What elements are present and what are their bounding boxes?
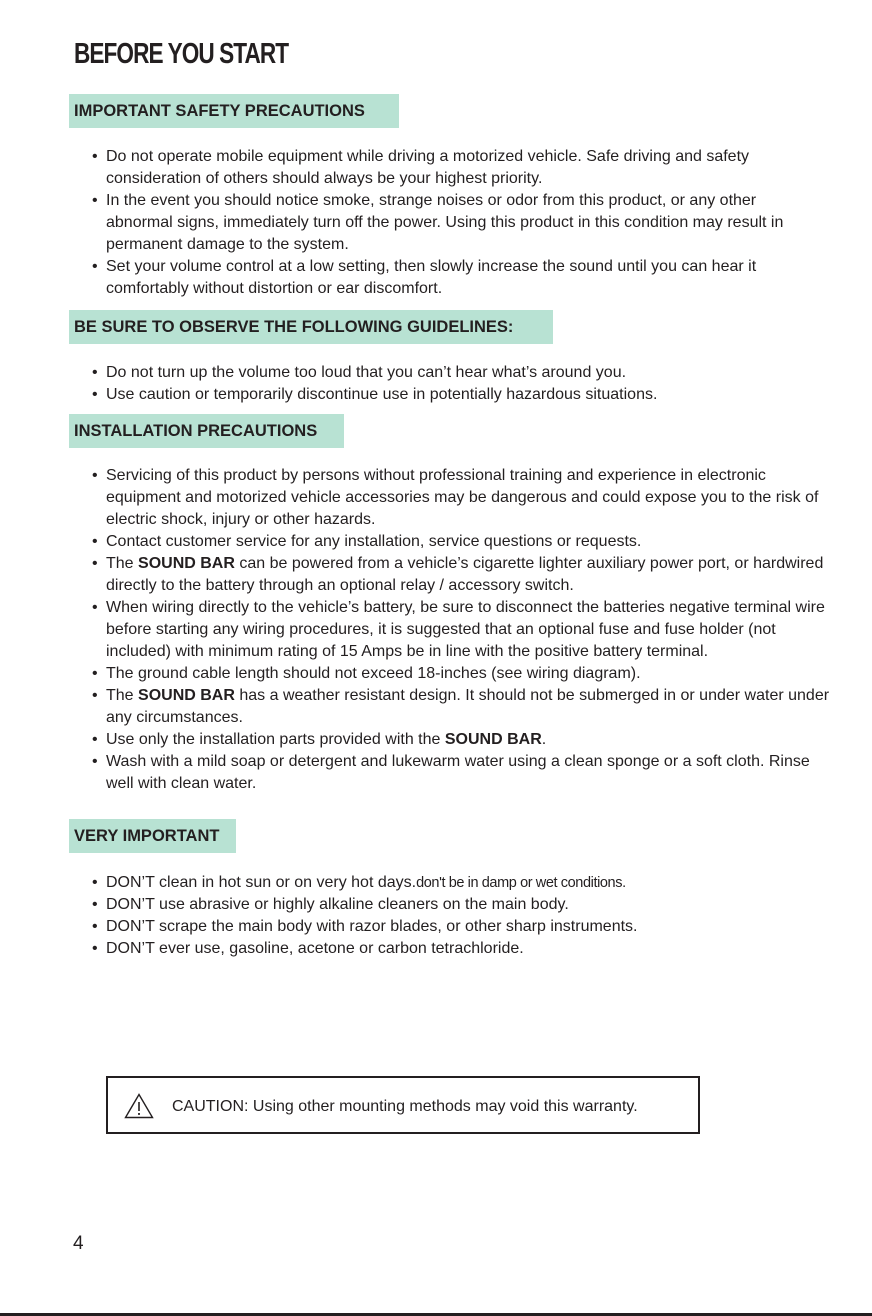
section-header-safety-precautions: IMPORTANT SAFETY PRECAUTIONS bbox=[69, 94, 399, 128]
list-item: • Servicing of this product by persons without professional training and experience in electronic equipment and motorized vehicle accessories may be dangerous and could expose you to the risk of electric shock, injury or other hazards. bbox=[90, 465, 830, 531]
product-name: SOUND BAR bbox=[444, 731, 542, 748]
list-item: • Do not turn up the volume too loud that you can’t hear what’s around you. bbox=[90, 362, 790, 384]
list-item: • Use caution or temporarily discontinue use in potentially hazardous situations. bbox=[90, 384, 790, 406]
list-item bbox=[90, 685, 830, 729]
guidelines-list bbox=[90, 362, 790, 406]
list-item: • Wash with a mild soap or detergent and lukewarm water using a clean sponge or a soft cloth. Rinse well with clean water. bbox=[90, 751, 830, 795]
safety-precautions-list bbox=[90, 146, 790, 300]
list-item bbox=[90, 553, 830, 597]
text-segment: DON’T clean in hot sun or on very hot days. bbox=[106, 874, 417, 891]
list-item bbox=[90, 729, 830, 751]
list-item: • DON’T use abrasive or highly alkaline cleaners on the main body. bbox=[90, 894, 790, 916]
list-item: • Set your volume control at a low setting, then slowly increase the sound until you can hear it comfortably without distortion or ear discomfort. bbox=[90, 256, 790, 300]
very-important-list bbox=[90, 872, 790, 960]
text-segment: The bbox=[106, 555, 139, 572]
section-header-guidelines: BE SURE TO OBSERVE THE FOLLOWING GUIDELINES: bbox=[69, 310, 553, 344]
section-header-installation-precautions: INSTALLATION PRECAUTIONS bbox=[69, 414, 344, 448]
section-header-very-important: VERY IMPORTANT bbox=[69, 819, 236, 853]
text-segment: has a weather resistant design. It should not be submerged in or under water under any circumstances. bbox=[106, 687, 830, 726]
warning-triangle-icon bbox=[124, 1093, 154, 1119]
caution-box bbox=[106, 1076, 700, 1134]
list-item: • Do not operate mobile equipment while driving a motorized vehicle. Safe driving and safety consideration of others should always be your highest priority. bbox=[90, 146, 790, 190]
installation-precautions-list bbox=[90, 465, 830, 795]
text-segment: . bbox=[541, 731, 547, 748]
list-item bbox=[90, 872, 790, 894]
page-number: 4 bbox=[73, 1233, 84, 1254]
list-item: • DON’T scrape the main body with razor blades, or other sharp instruments. bbox=[90, 916, 790, 938]
text-segment: can be powered from a vehicle’s cigarette lighter auxiliary power port, or hardwired directly to the battery through an optional relay / accessory switch. bbox=[106, 555, 824, 594]
page-title: BEFORE YOU START bbox=[74, 38, 289, 70]
text-segment: Use only the installation parts provided with the bbox=[106, 731, 445, 748]
damp-conditions-note: don't be in damp or wet conditions. bbox=[416, 875, 626, 891]
list-item: • When wiring directly to the vehicle’s battery, be sure to disconnect the batteries negative terminal wire before starting any wiring procedures, it is suggested that an optional fuse and fuse holder (not included) with minimum rating of 15 Amps be in line with the positive battery terminal. bbox=[90, 597, 830, 663]
list-item: • Contact customer service for any installation, service questions or requests. bbox=[90, 531, 830, 553]
product-name: SOUND BAR bbox=[138, 687, 235, 704]
product-name: SOUND BAR bbox=[138, 555, 235, 572]
list-item: • The ground cable length should not exceed 18-inches (see wiring diagram). bbox=[90, 663, 830, 685]
text-segment: The bbox=[106, 687, 139, 704]
caution-text: CAUTION: Using other mounting methods may void this warranty. bbox=[172, 1098, 638, 1115]
list-item: • In the event you should notice smoke, strange noises or odor from this product, or any other abnormal signs, immediately turn off the power. Using this product in this condition may result in permanent damage to the system. bbox=[90, 190, 790, 256]
list-item: • DON’T ever use, gasoline, acetone or carbon tetrachloride. bbox=[90, 938, 790, 960]
